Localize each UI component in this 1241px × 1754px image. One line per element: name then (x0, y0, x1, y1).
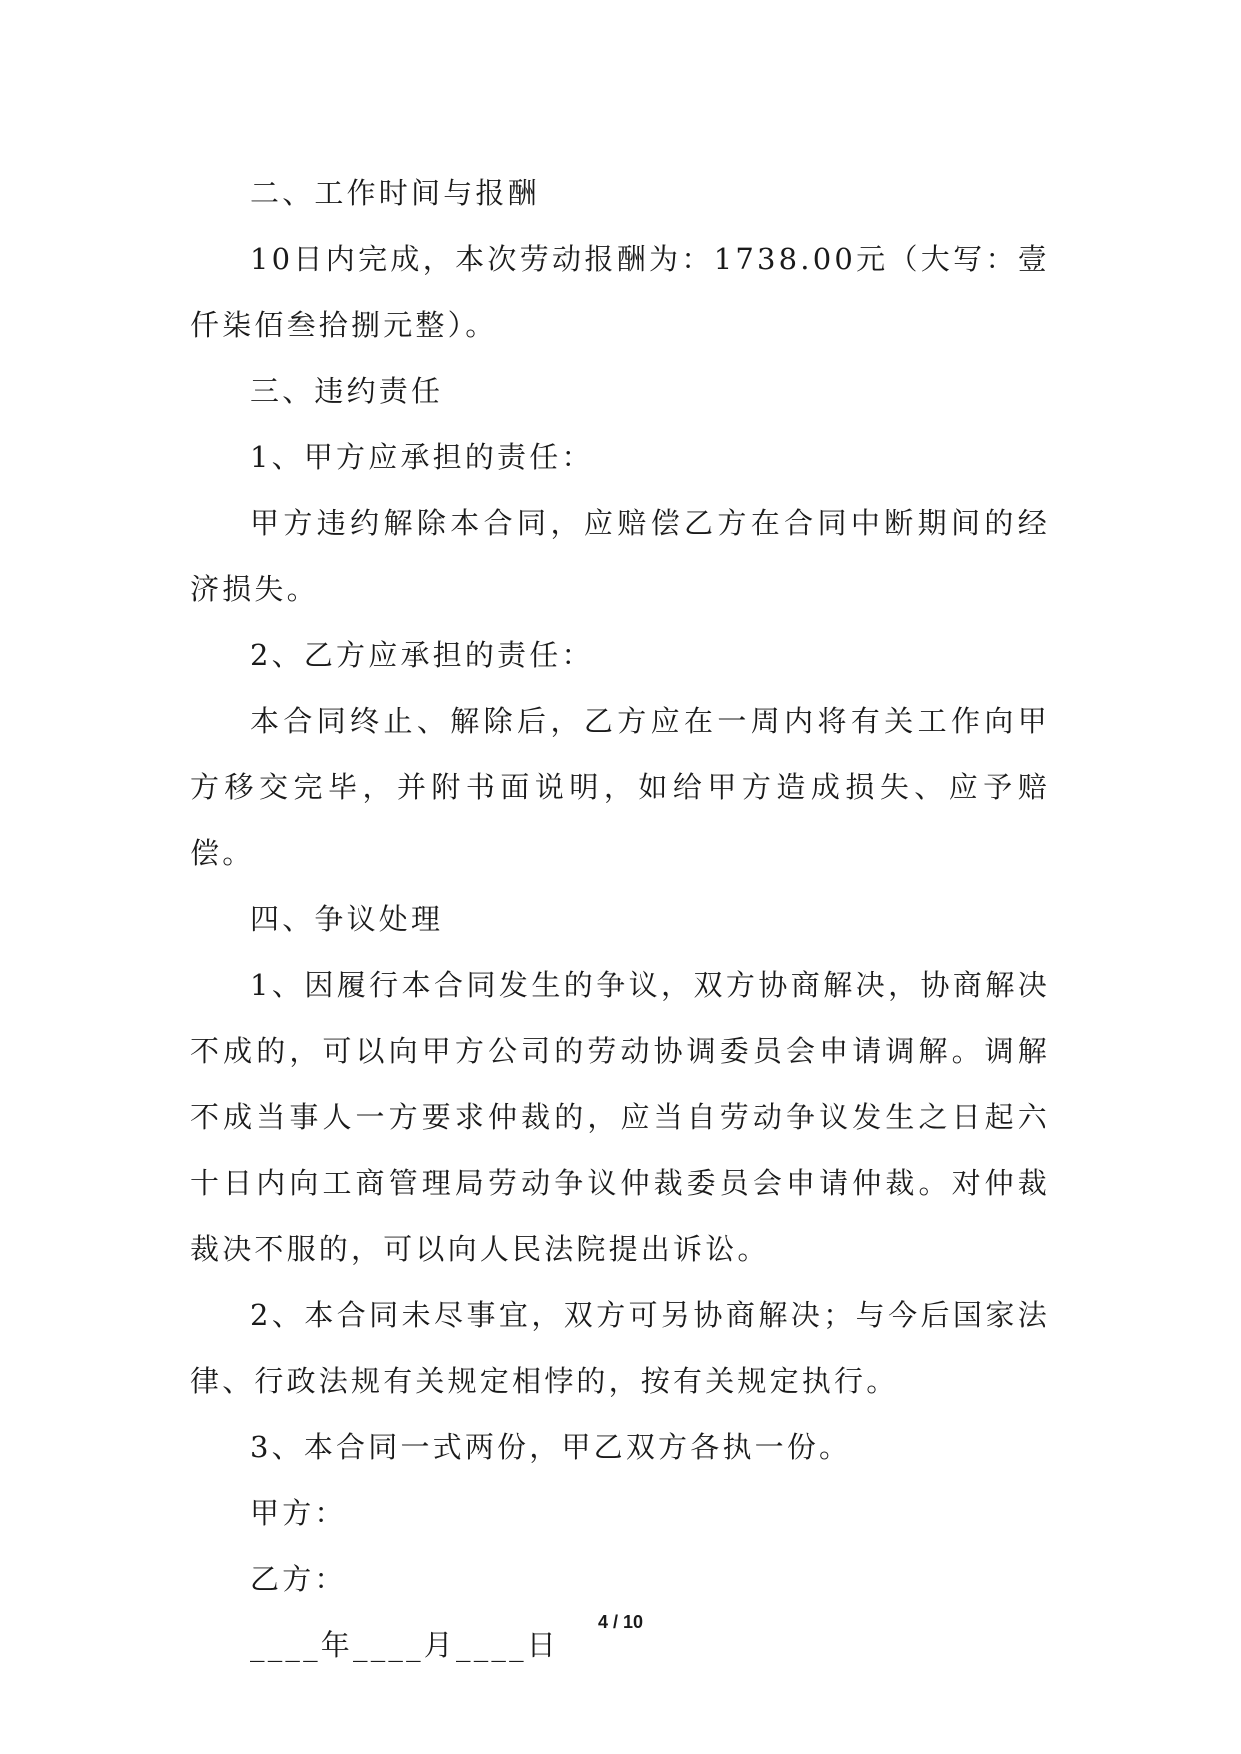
section-heading-work-time: 二、工作时间与报酬 (250, 176, 540, 210)
clause-party-b-liability: 2、乙方应承担的责任： (250, 638, 594, 672)
section-heading-dispute: 四、争议处理 (250, 902, 444, 936)
signature-party-b: 乙方： (250, 1562, 347, 1596)
paragraph-party-a-liability: 甲方违约解除本合同，应赔偿乙方在合同中断期间的经济损失。 (190, 506, 1050, 606)
signature-date: ____年____月____日 (250, 1628, 560, 1662)
clause-party-a-liability: 1、甲方应承担的责任： (250, 440, 594, 474)
clause-dispute-1: 1、因履行本合同发生的争议，双方协商解决，协商解决不成的，可以向甲方公司的劳动协调委员会申请调解。调解不成当事人一方要求仲裁的，应当自劳动争议发生之日起六十日内向工商管理局劳动争议仲裁委员会申请仲裁。对仲裁裁决不服的，可以向人民法院提出诉讼。 (190, 968, 1050, 1266)
paragraph-party-b-liability: 本合同终止、解除后，乙方应在一周内将有关工作向甲方移交完毕，并附书面说明，如给甲方造成损失、应予赔偿。 (190, 704, 1050, 870)
clause-dispute-3: 3、本合同一式两份，甲乙双方各执一份。 (250, 1430, 852, 1464)
page-number: 4 / 10 (597, 1612, 644, 1632)
paragraph-remuneration: 10日内完成，本次劳动报酬为：1738.00元（大写：壹仟柒佰叁拾捌元整）。 (190, 242, 1050, 342)
document-body (190, 160, 1050, 1678)
clause-dispute-2: 2、本合同未尽事宜，双方可另协商解决；与今后国家法律、行政法规有关规定相悖的，按有关规定执行。 (190, 1298, 1050, 1398)
signature-party-a: 甲方： (250, 1496, 347, 1530)
section-heading-liability: 三、违约责任 (250, 374, 444, 408)
